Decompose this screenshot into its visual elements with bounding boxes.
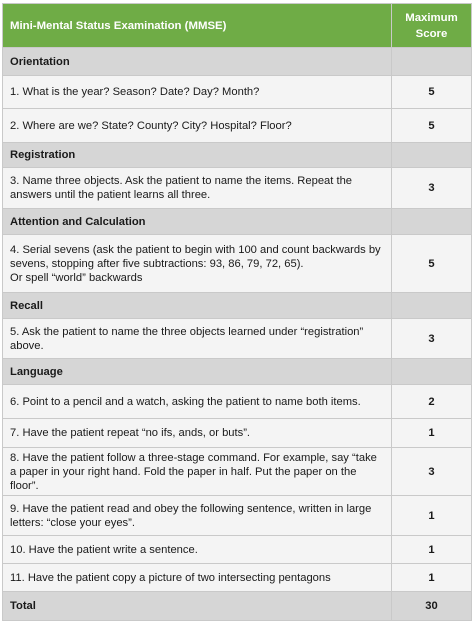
section-row <box>3 209 472 235</box>
item-score: 3 <box>392 448 472 496</box>
table-body <box>3 48 472 621</box>
section-label: Language <box>3 359 392 385</box>
section-label: Attention and Calculation <box>3 209 392 235</box>
table-row <box>3 76 472 109</box>
section-score-cell <box>392 48 472 76</box>
table-row <box>3 419 472 448</box>
item-text: 11. Have the patient copy a picture of two intersecting pentagons <box>3 564 392 592</box>
table-row <box>3 319 472 359</box>
table-row <box>3 496 472 536</box>
total-row <box>3 592 472 621</box>
table-row <box>3 109 472 143</box>
item-score: 1 <box>392 564 472 592</box>
item-text: 8. Have the patient follow a three-stage command. For example, say “take a paper in your right hand. Fold the paper in half. Put the paper on the floor”. <box>3 448 392 496</box>
section-score-cell <box>392 143 472 168</box>
item-text: 7. Have the patient repeat “no ifs, ands, or buts”. <box>3 419 392 448</box>
total-label: Total <box>3 592 392 621</box>
total-score: 30 <box>392 592 472 621</box>
mmse-table <box>2 3 472 621</box>
section-row <box>3 48 472 76</box>
item-text: 5. Ask the patient to name the three objects learned under “registration” above. <box>3 319 392 359</box>
section-label: Orientation <box>3 48 392 76</box>
section-score-cell <box>392 293 472 319</box>
item-text: 6. Point to a pencil and a watch, asking the patient to name both items. <box>3 385 392 419</box>
item-score: 5 <box>392 109 472 143</box>
section-score-cell <box>392 209 472 235</box>
item-text: 4. Serial sevens (ask the patient to begin with 100 and count backwards by sevens, stopping after five subtractions: 93, 86, 79, 72, 65). Or spell “world” backwards <box>3 235 392 293</box>
section-score-cell <box>392 359 472 385</box>
table-row <box>3 235 472 293</box>
item-score: 5 <box>392 235 472 293</box>
section-row <box>3 293 472 319</box>
section-label: Registration <box>3 143 392 168</box>
item-text: 3. Name three objects. Ask the patient to name the items. Repeat the answers until the patient learns all three. <box>3 168 392 209</box>
table-row <box>3 564 472 592</box>
item-score: 3 <box>392 168 472 209</box>
table-row <box>3 448 472 496</box>
section-row <box>3 143 472 168</box>
item-score: 1 <box>392 496 472 536</box>
header-row <box>3 4 472 48</box>
table-row <box>3 536 472 564</box>
max-score-header: Maximum Score <box>392 4 472 48</box>
item-score: 1 <box>392 419 472 448</box>
item-score: 3 <box>392 319 472 359</box>
table-title: Mini-Mental Status Examination (MMSE) <box>3 4 392 48</box>
item-score: 1 <box>392 536 472 564</box>
table-row <box>3 385 472 419</box>
section-row <box>3 359 472 385</box>
item-score: 5 <box>392 76 472 109</box>
item-score: 2 <box>392 385 472 419</box>
item-text: 9. Have the patient read and obey the following sentence, written in large letters: “close your eyes”. <box>3 496 392 536</box>
section-label: Recall <box>3 293 392 319</box>
item-text: 10. Have the patient write a sentence. <box>3 536 392 564</box>
table-row <box>3 168 472 209</box>
item-text: 1. What is the year? Season? Date? Day? Month? <box>3 76 392 109</box>
item-text: 2. Where are we? State? County? City? Hospital? Floor? <box>3 109 392 143</box>
